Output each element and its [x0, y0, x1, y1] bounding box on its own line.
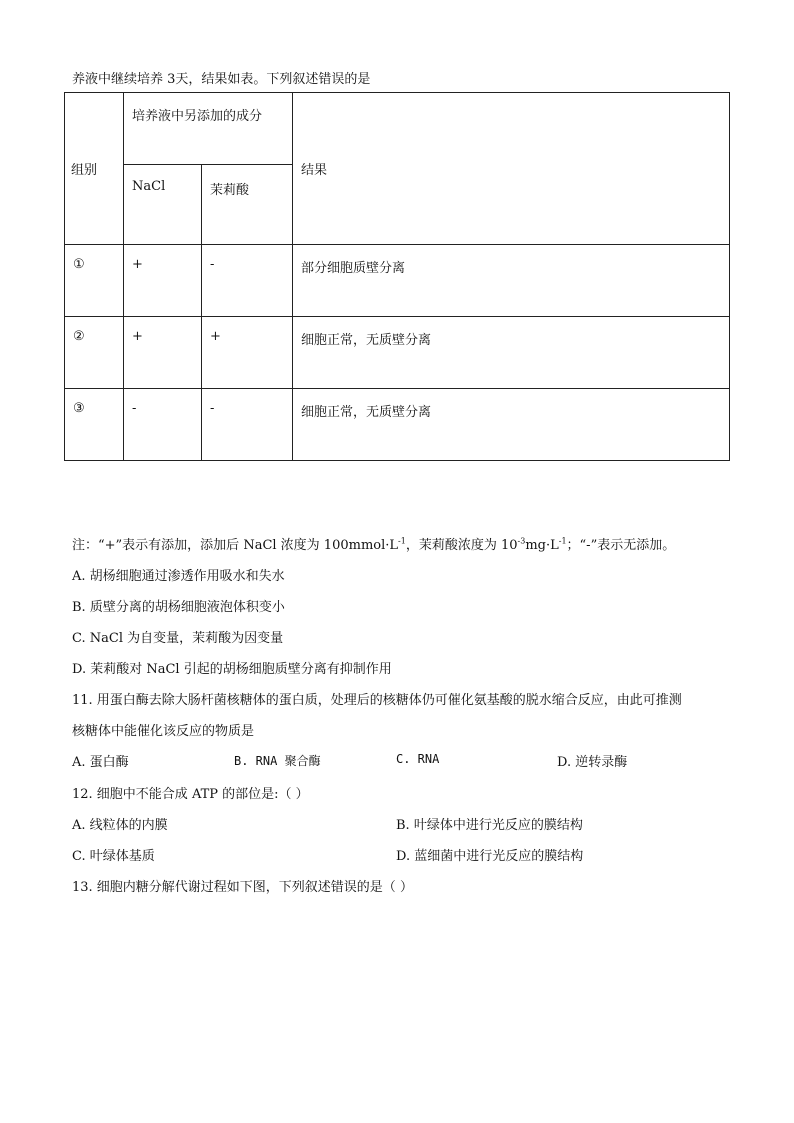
header-nacl-cell [124, 165, 202, 245]
row-result: 部分细胞质壁分离 [301, 261, 406, 276]
intro-text: 养液中继续培养 3天，结果如表。下列叙述错误的是 [72, 72, 371, 87]
note-sup3: -1 [558, 536, 567, 546]
table-row [65, 389, 730, 461]
row-group: ③ [73, 401, 85, 416]
note-part1: 注：“+”表示有添加，添加后 NaCl 浓度为 100mmol·L [72, 538, 399, 553]
q12-option-a: A. 线粒体的内膜 [72, 818, 168, 833]
q10-option-a: A. 胡杨细胞通过渗透作用吸水和失水 [72, 569, 285, 584]
q11-option-c: C. RNA [396, 752, 440, 766]
header-jasmonic: 茉莉酸 [210, 183, 250, 198]
row-jasmonic: - [210, 257, 215, 272]
q11-option-a: A. 蛋白酶 [72, 755, 129, 770]
row-group: ② [73, 329, 85, 344]
header-nacl: NaCl [132, 179, 166, 194]
results-table [64, 92, 730, 461]
table-row [65, 317, 730, 389]
row-result: 细胞正常，无质壁分离 [301, 333, 432, 348]
header-jasmonic-cell [202, 165, 293, 245]
header-added: 培养液中另添加的成分 [132, 109, 263, 124]
q11-option-b: B. RNA 聚合酶 [234, 754, 321, 768]
row-jasmonic: - [210, 401, 215, 416]
q12-option-b: B. 叶绿体中进行光反应的膜结构 [396, 818, 583, 833]
row-nacl: + [132, 329, 143, 344]
q11-option-d: D. 逆转录酶 [557, 755, 628, 770]
q10-option-c: C. NaCl 为自变量，茉莉酸为因变量 [72, 631, 284, 646]
row-nacl: - [132, 401, 137, 416]
note-part4: ；“-”表示无添加。 [566, 538, 676, 553]
table-note [72, 534, 675, 553]
header-group: 组别 [71, 163, 98, 178]
q12-stem: 12. 细胞中不能合成 ATP 的部位是:（ ） [72, 787, 309, 802]
table-row [65, 245, 730, 317]
q10-option-b: B. 质壁分离的胡杨细胞液泡体积变小 [72, 600, 285, 615]
note-sup1: -1 [398, 536, 406, 546]
row-jasmonic: + [210, 329, 221, 344]
note-sup2: -3 [517, 536, 526, 546]
q12-option-c: C. 叶绿体基质 [72, 849, 155, 864]
row-group: ① [73, 257, 85, 272]
header-result-cell [293, 93, 730, 245]
q12-option-d: D. 蓝细菌中进行光反应的膜结构 [396, 849, 584, 864]
header-added-cell [124, 93, 293, 165]
header-result: 结果 [301, 163, 328, 178]
q11-stem-line2: 核糖体中能催化该反应的物质是 [72, 724, 255, 739]
q11-stem-line1: 11. 用蛋白酶去除大肠杆菌核糖体的蛋白质，处理后的核糖体仍可催化氨基酸的脱水缩合反应，由此可推测 [72, 693, 682, 708]
header-group-cell [65, 93, 124, 245]
row-nacl: + [132, 257, 143, 272]
note-part3: mg·L [525, 538, 559, 553]
note-part2: ，茉莉酸浓度为 10 [405, 538, 518, 553]
q13-stem: 13. 细胞内糖分解代谢过程如下图，下列叙述错误的是（ ） [72, 880, 413, 895]
row-result: 细胞正常，无质壁分离 [301, 405, 432, 420]
q10-option-d: D. 茉莉酸对 NaCl 引起的胡杨细胞质壁分离有抑制作用 [72, 662, 392, 677]
